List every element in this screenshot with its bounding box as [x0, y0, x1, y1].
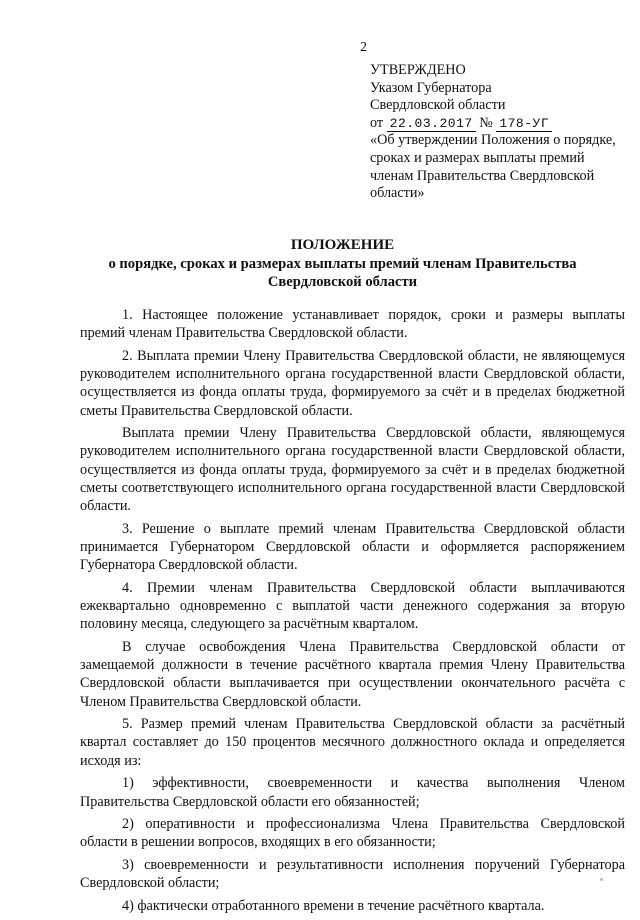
approval-line-1: Указом Губернатора — [370, 79, 492, 96]
decree-title: «Об утверждении Положения о порядке, сроках и размерах выплаты премий членам Правительства Свердловской области» — [370, 132, 616, 202]
document-heading — [60, 236, 625, 292]
approval-date-number-line — [370, 115, 625, 133]
document-body — [80, 306, 625, 920]
list-item-4: 4) фактически отработанного времени в течение расчётного квартала. — [122, 898, 545, 915]
paragraph-4-cont: В случае освобождения Члена Правительства Свердловской области от замещаемой должности в течение расчётного квартала премия Члену Правительства Свердловской области выплачивается при осуществлении окончательного расчёта с Членом Правительства Свердловской области. — [80, 638, 625, 710]
paragraph-2: 2. Выплата премии Члену Правительства Свердловской области, не являющемуся руководителем исполнительного органа государственной власти Свердловской области, осуществляется из фонда оплаты труда, формируемого за счёт и в пределах бюджетной сметы Правительства Свердловской области. — [80, 347, 625, 419]
approval-block — [370, 62, 625, 203]
list-item-1: 1) эффективности, своевременности и качества выполнения Членом Правительства Свердловской области его обязанностей; — [80, 775, 625, 810]
paragraph-5: 5. Размер премий членам Правительства Свердловской области за расчётный квартал составляет до 150 процентов месячного должностного оклада и определяется исходя из: — [80, 716, 625, 769]
paragraph-4: 4. Премии членам Правительства Свердловской области выплачиваются ежеквартально одновременно с выплатой части денежного содержания за вторую половину месяца, следующего за расчётным кварталом. — [80, 579, 625, 633]
scan-speck — [600, 878, 603, 881]
decree-date: 22.03.2017 — [387, 116, 476, 132]
list-item-2: 2) оперативности и профессионализма Члена Правительства Свердловской области в решении вопросов, входящих в его обязанности; — [80, 816, 625, 851]
number-prefix: № — [479, 114, 493, 131]
date-prefix: от — [370, 114, 384, 131]
decree-number: 178-УГ — [496, 116, 552, 132]
paragraph-1: 1. Настоящее положение устанавливает порядок, сроки и размеры выплаты премий членам Правительства Свердловской области. — [80, 307, 625, 342]
approval-heading: УТВЕРЖДЕНО — [370, 62, 466, 78]
paragraph-3: 3. Решение о выплате премий членам Правительства Свердловской области принимается Губернатором Свердловской области и оформляется распоряжением Губернатора Свердловской области. — [80, 520, 625, 574]
document-subtitle: о порядке, сроках и размерах выплаты премий членам Правительства Свердловской области — [108, 255, 577, 290]
approval-line-2: Свердловской области — [370, 97, 506, 114]
list-item-3: 3) своевременности и результативности исполнения поручений Губернатора Свердловской области; — [80, 857, 625, 892]
document-title: ПОЛОЖЕНИЕ — [290, 237, 395, 253]
page-number: 2 — [360, 40, 367, 55]
paragraph-2-cont: Выплата премии Члену Правительства Свердловской области, являющемуся руководителем исполнительного органа государственной власти Свердловской области, осуществляется из фонда оплаты труда, формируемого за счёт и в пределах бюджетной сметы соответствующего исполнительного органа государственной власти Свердловской области. — [80, 425, 625, 515]
